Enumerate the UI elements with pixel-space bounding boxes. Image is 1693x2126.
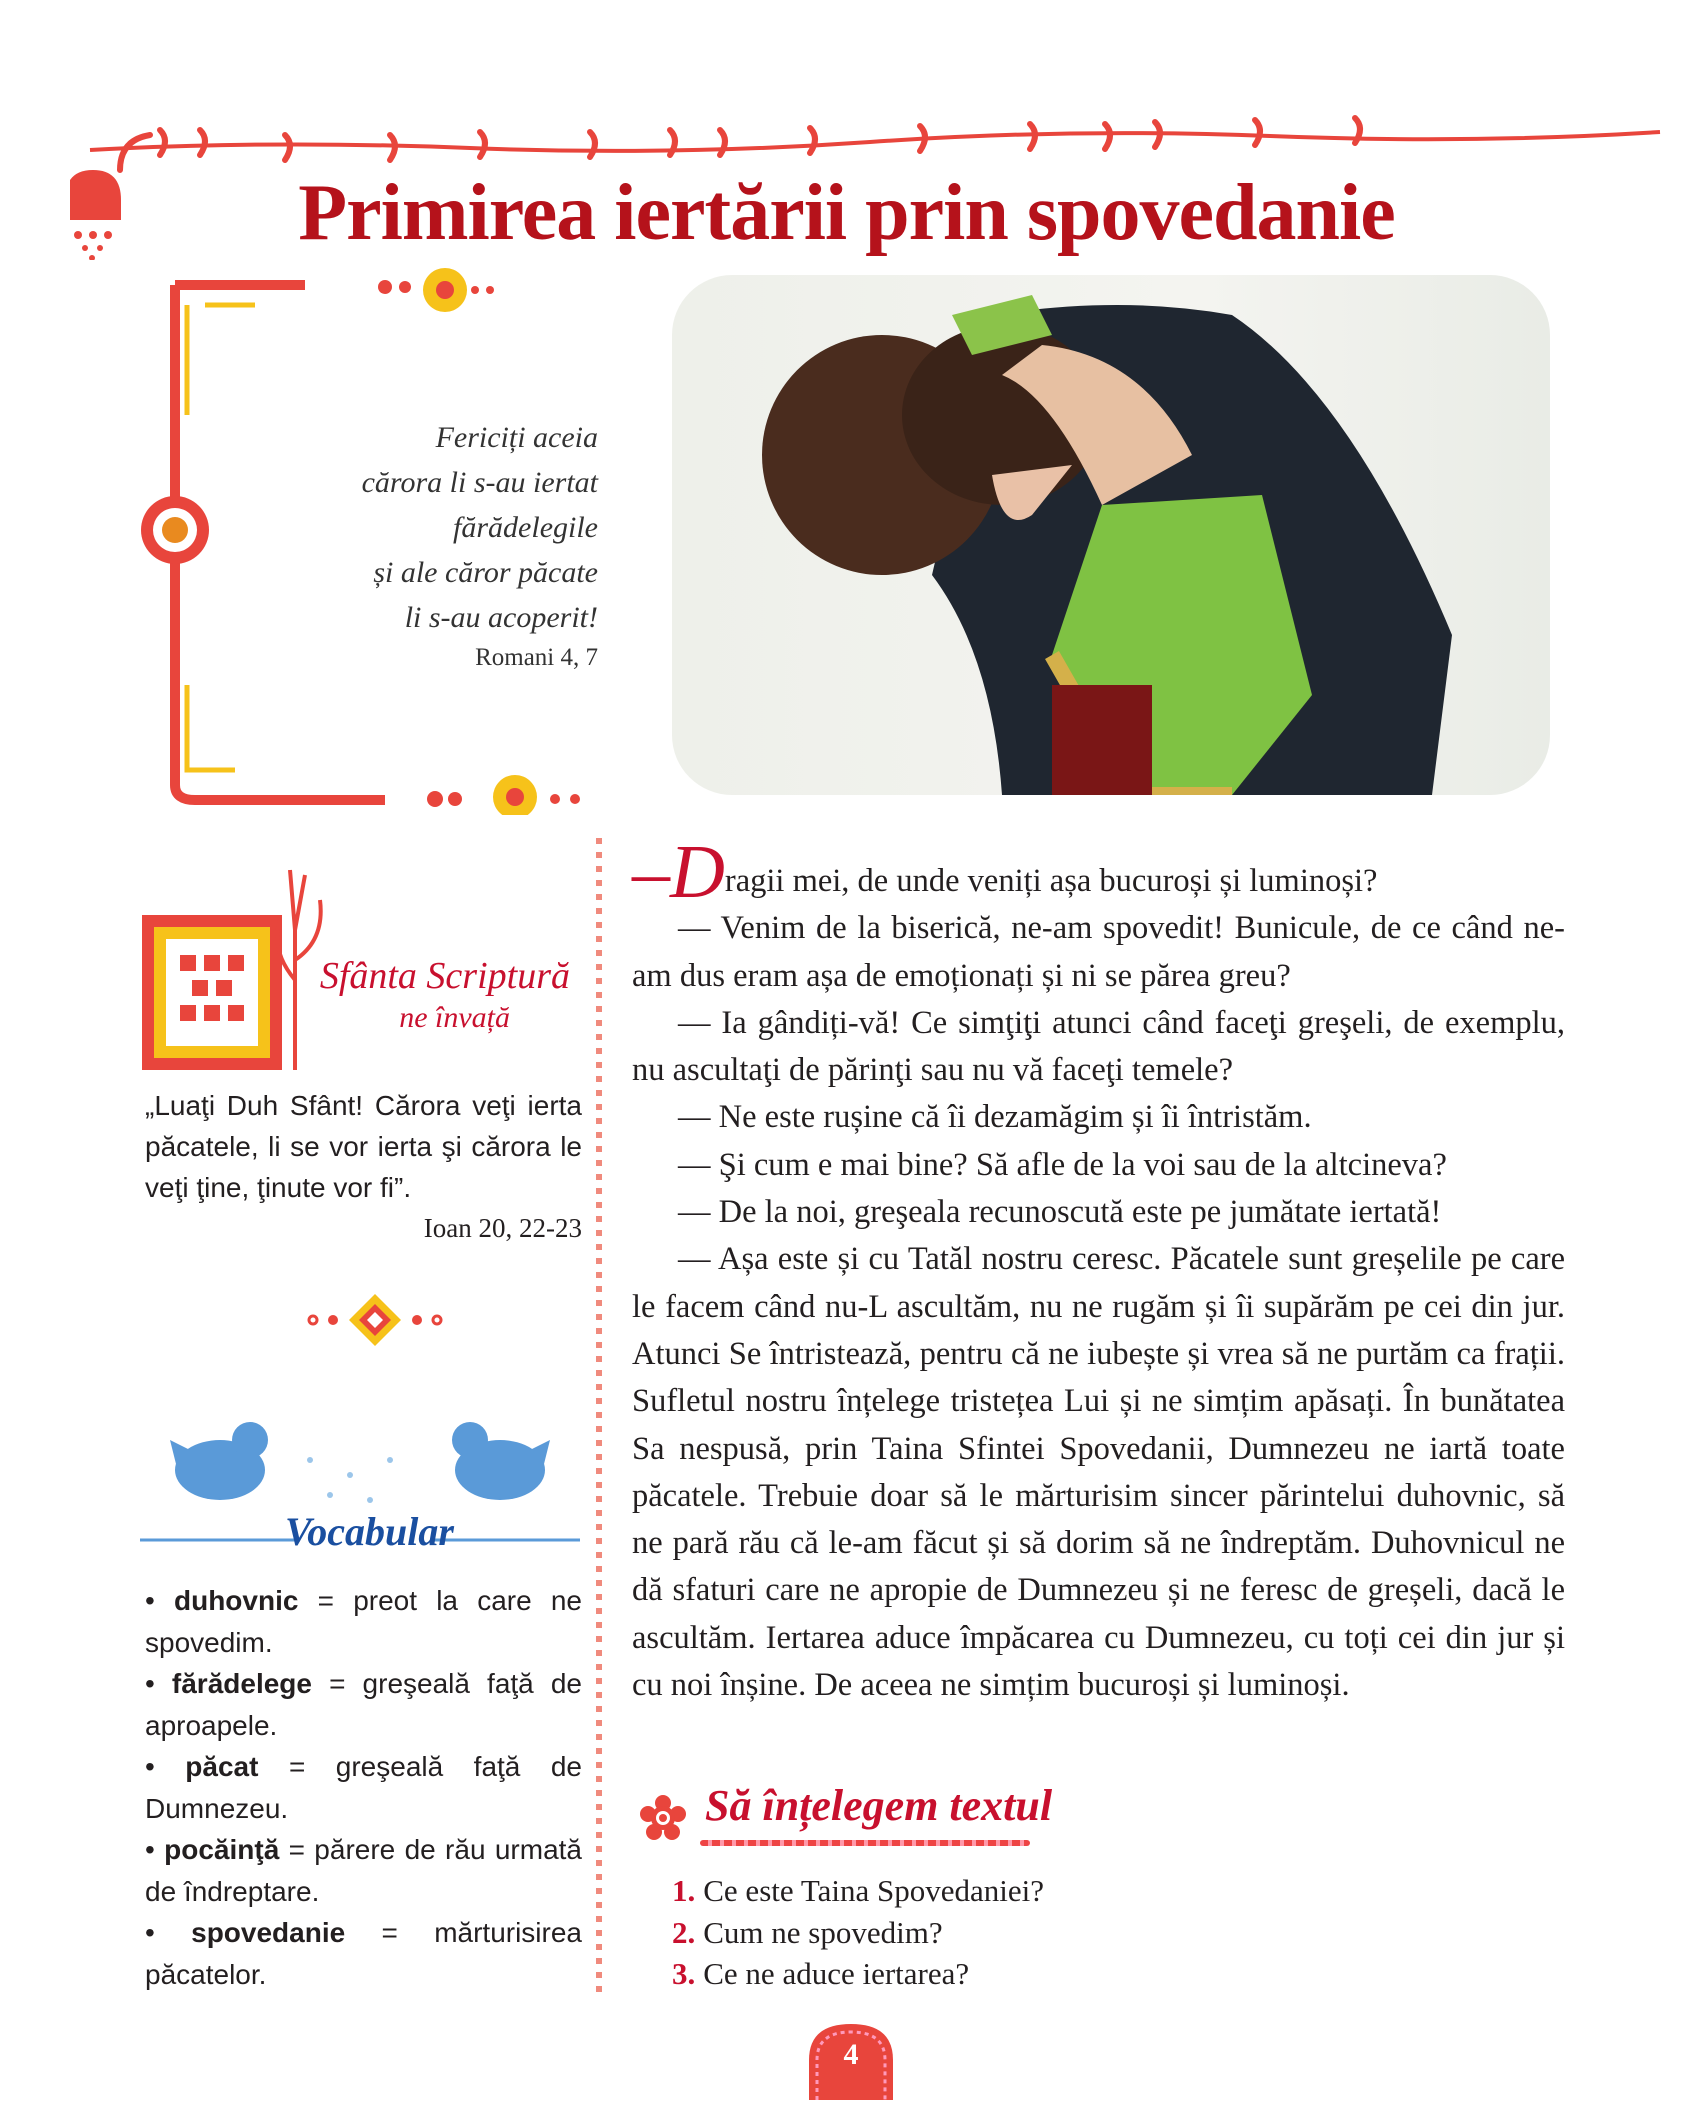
vocabulary-item: • pocăinţă = părere de rău urmată de îndreptare.	[145, 1834, 582, 1907]
vocabulary-definition: = preot la care ne spovedim.	[145, 1585, 582, 1658]
vocabulary-term: fărădelege	[171, 1668, 312, 1699]
vocabulary-item: • păcat = greşeală faţă de Dumnezeu.	[145, 1751, 582, 1824]
vocabulary-definition: = mărturisirea păcatelor.	[145, 1917, 582, 1990]
column-divider-dots	[596, 838, 602, 1998]
confession-photo	[672, 275, 1550, 795]
vocabulary-item: • duhovnic = preot la care ne spovedim.	[145, 1585, 582, 1658]
diamond-ornament	[305, 1290, 445, 1350]
flower-icon	[640, 1795, 686, 1841]
vocabulary-definition: = greşeală faţă de Dumnezeu.	[145, 1751, 582, 1824]
page-number: 4	[843, 2038, 859, 2071]
scripture-title-line2: ne învață	[399, 1001, 510, 1034]
question-item	[672, 1953, 1044, 1995]
comprehension-title: Să înțelegem textul	[705, 1781, 1053, 1830]
dialogue-paragraph: — Ne este rușine că îi dezamăgim și îi întristăm.	[678, 1099, 1312, 1136]
comprehension-questions	[672, 1870, 1044, 1995]
dialogue-dash: –	[632, 830, 670, 914]
vocabulary-term: pocăinţă	[164, 1834, 280, 1865]
scripture-quote	[145, 1085, 582, 1249]
dialogue-text	[632, 830, 1565, 1709]
question-number: 2.	[672, 1914, 696, 1950]
vocabulary-list	[145, 1580, 582, 1995]
title-underline	[700, 1840, 1030, 1846]
epigraph-line: cărora li s-au iertat	[361, 466, 598, 499]
question-text: Ce ne aduce iertarea?	[703, 1956, 970, 1991]
drop-cap: D	[670, 830, 725, 914]
dialogue-paragraph: — De la noi, greşeala recunoscută este pe jumătate iertată!	[678, 1194, 1442, 1231]
scripture-box-title	[300, 955, 570, 1039]
question-text: Cum ne spovedim?	[703, 1914, 943, 1950]
scripture-quote-text: „Luaţi Duh Sfânt! Cărora veţi ierta păcatele, li se vor ierta şi cărora le veţi ţine, ţinute vor fi”.	[145, 1090, 582, 1203]
vocabulary-term: duhovnic	[174, 1585, 299, 1616]
vocabulary-definition: = părere de rău urmată de îndreptare.	[145, 1834, 582, 1907]
epigraph-line: și ale căror păcate	[373, 556, 598, 589]
dialogue-paragraph: — Şi cum e mai bine? Să afle de la voi sau de la altcineva?	[678, 1146, 1447, 1183]
dialogue-paragraph: — Ia gândiți-vă! Ce simţiţi atunci când faceţi greşeli, de exemplu, nu ascultaţi de părinţi sau nu vă faceţi temele?	[632, 1004, 1565, 1089]
question-text: Ce este Taina Spovedaniei?	[703, 1873, 1044, 1908]
vocabulary-item: • spovedanie = mărturisirea păcatelor.	[145, 1917, 582, 1990]
question-item	[672, 1912, 1044, 1954]
dialogue-paragraph: — Venim de la biserică, ne-am spovedit! Bunicule, de ce când ne-am dus eram așa de emoționați și ni se părea greu?	[632, 910, 1565, 994]
vocabulary-item: • fărădelege = greşeală faţă de aproapele.	[145, 1668, 582, 1741]
epigraph-line: fărădelegile	[453, 511, 598, 544]
question-number: 3.	[672, 1956, 696, 1991]
question-item	[672, 1870, 1044, 1912]
epigraph-reference: Romani 4, 7	[475, 644, 598, 671]
page-title: Primirea iertării prin spovedanie	[298, 169, 1395, 257]
vocabulary-definition: = greşeală faţă de aproapele.	[145, 1668, 582, 1741]
dialogue-first-line: ragii mei, de unde veniți așa bucuroși și luminoși?	[724, 863, 1378, 899]
vocabulary-title: Vocabular	[285, 1509, 454, 1554]
vocabulary-term: spovedanie	[191, 1917, 346, 1948]
vocabulary-term: păcat	[185, 1751, 259, 1782]
epigraph	[300, 415, 598, 676]
dialogue-paragraph: — Așa este și cu Tatăl nostru ceresc. Păcatele sunt greșelile pe care le facem când nu-L ascultăm, nu ne rugăm și îi supărăm pe cei din jur. Atunci Se întristează, pentru că ne iubește și vrea să ne purtăm ca frații. Sufletul nostru înțelege tristețea Lui și ne simțim apăsați. În bunătatea Sa nespusă, prin Taina Sfintei Spovedanii, Dumnezeu ne iartă toate păcatele. Trebuie doar să le mărturisim sincer părintelui duhovnic, să ne pară rău că le-am făcut și să dorim să ne îndreptăm. Duhovnicul ne dă sfaturi care ne apropie de Dumnezeu și ne feresc de greșeli, dacă le ascultăm. Iertarea aduce împăcarea cu Dumnezeu, cu toți cei din jur și cu noi înșine. De aceea ne simțim bucuroși și luminoși.	[632, 1241, 1565, 1704]
question-number: 1.	[672, 1873, 696, 1908]
scripture-title-line1: Sfânta Scriptură	[319, 955, 570, 997]
epigraph-line: li s-au acoperit!	[404, 601, 598, 634]
epigraph-line: Fericiți aceia	[435, 421, 598, 454]
dialogue-paragraph	[632, 830, 1565, 914]
scripture-reference: Ioan 20, 22-23	[423, 1213, 582, 1243]
